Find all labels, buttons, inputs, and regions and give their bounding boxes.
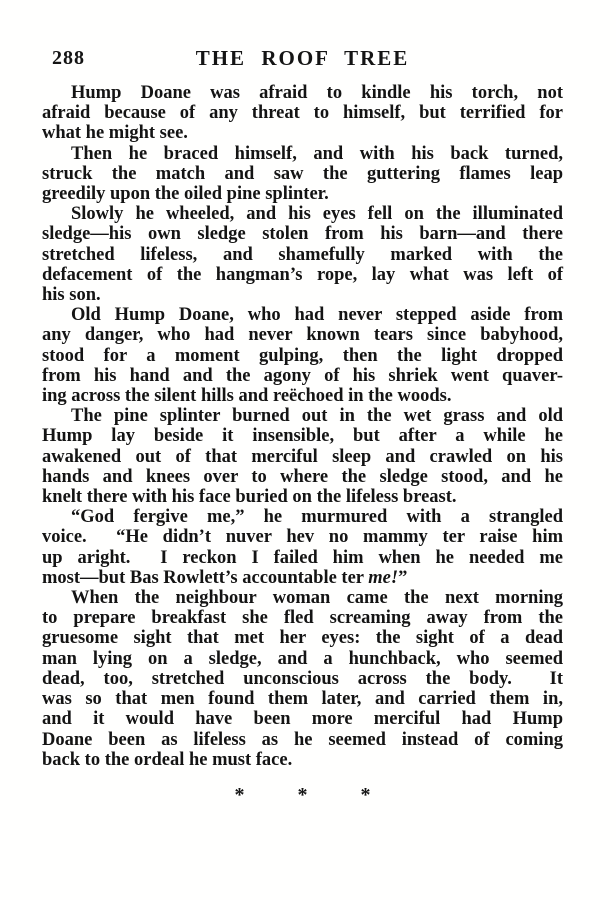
italic-text: me! (368, 567, 399, 588)
asterisk: * (360, 783, 371, 806)
text-line: Then he braced himself, and with his back turned, (71, 143, 563, 164)
text-segment: ” (398, 567, 408, 588)
text-line: voice. “He didn’t nuver hev no mammy ter raise him (42, 527, 563, 548)
text-line: from his hand and the agony of his shriek went quaver- (42, 365, 563, 386)
text-line: dead, too, stretched unconscious across the body. It (42, 668, 563, 689)
text-line: afraid because of any threat to himself, but terrified for (42, 103, 563, 124)
text-line: Hump Doane was afraid to kindle his torch, not (71, 83, 563, 103)
text-line: any danger, who had never known tears since babyhood, (42, 325, 563, 346)
text-line: back to the ordeal he must face. (42, 749, 293, 770)
text-line: stood for a moment gulping, then the light dropped (42, 345, 563, 366)
section-break (42, 785, 563, 805)
text-line: hands and knees over to where the sledge stood, and he (42, 466, 563, 487)
text-line: was so that men found them later, and carried them in, (42, 689, 563, 710)
text-line: his son. (42, 285, 101, 306)
text-line: Old Hump Doane, who had never stepped aside from (71, 305, 563, 326)
text-line: knelt there with his face buried on the lifeless breast. (42, 487, 457, 508)
text-line: sledge—his own sledge stolen from his barn—and there (42, 224, 563, 245)
page-header (42, 46, 563, 72)
text-line: stretched lifeless, and shamefully marked with the (42, 244, 563, 265)
text-line (42, 568, 563, 588)
running-title: THE ROOF TREE (195, 46, 410, 70)
text-line: greedily upon the oiled pine splinter. (42, 184, 329, 205)
text-line: man lying on a sledge, and a hunchback, who seemed (42, 648, 563, 669)
text-body (42, 83, 563, 805)
text-line: Doane been as lifeless as he seemed instead of coming (42, 729, 563, 750)
text-line: what he might see. (42, 123, 188, 144)
text-line: to prepare breakfast she fled screaming away from the (42, 608, 563, 629)
text-segment: most—but Bas Rowlett’s accountable ter (42, 567, 369, 588)
text-line: The pine splinter burned out in the wet grass and old (71, 406, 563, 427)
text-line: Slowly he wheeled, and his eyes fell on the illuminated (71, 204, 563, 225)
asterisk: * (297, 783, 308, 806)
page-number: 288 (52, 47, 85, 69)
text-line: defacement of the hangman’s rope, lay what was left of (42, 264, 563, 285)
text-line: up aright. I reckon I failed him when he needed me (42, 547, 563, 568)
text-line: ing across the silent hills and reëchoed in the woods. (42, 386, 452, 407)
text-line: Hump lay beside it insensible, but after a while he (42, 426, 563, 447)
text-line: and it would have been more merciful had Hump (42, 709, 563, 730)
text-line: “God fergive me,” he murmured with a strangled (71, 507, 563, 528)
text-line: struck the match and saw the guttering flames leap (42, 163, 563, 184)
text-line: When the neighbour woman came the next morning (71, 588, 563, 609)
text-line: gruesome sight that met her eyes: the sight of a dead (42, 628, 563, 649)
text-line: awakened out of that merciful sleep and crawled on his (42, 446, 563, 467)
asterisk: * (234, 783, 245, 806)
